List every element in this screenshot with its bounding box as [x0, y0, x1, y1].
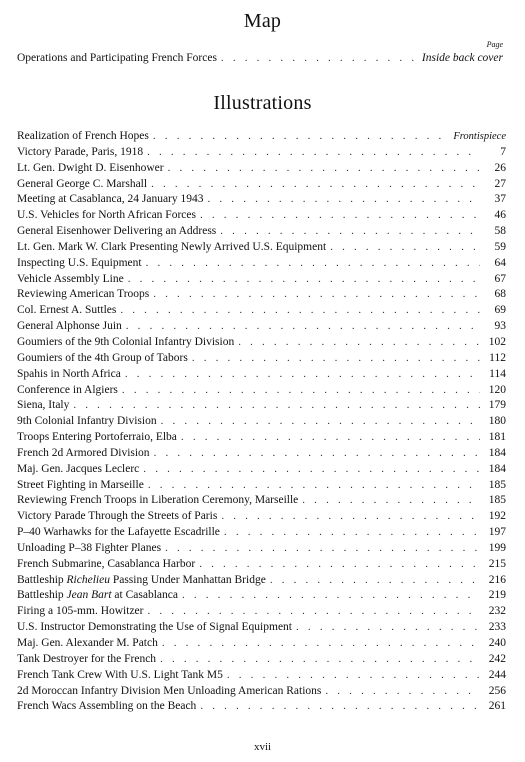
- list-item: [17, 589, 506, 605]
- entry-page-number: 69: [494, 304, 506, 317]
- list-item: [17, 479, 506, 495]
- list-item: [17, 542, 506, 558]
- leader-dots: [224, 526, 480, 538]
- entry-title: [17, 336, 234, 348]
- leader-dots: [208, 193, 481, 205]
- entry-title-text: General Alphonse Juin: [17, 320, 122, 333]
- leader-dots: [200, 209, 480, 221]
- entry-title: [17, 178, 147, 190]
- list-item: [17, 463, 506, 479]
- leader-dots: [73, 399, 480, 411]
- entry-page-number: 112: [489, 351, 506, 364]
- list-item: [17, 574, 506, 590]
- leader-dots: [221, 510, 480, 522]
- entry-page-number: 46: [494, 209, 506, 222]
- entry-title: [17, 653, 156, 665]
- entry-title: [17, 542, 161, 554]
- entry-page-number: Frontispiece: [453, 131, 506, 142]
- list-item: [17, 352, 506, 368]
- leader-dots: [128, 273, 480, 285]
- entry-title-text: Victory Parade Through the Streets of Paris: [17, 510, 218, 523]
- entry-page-number: 192: [488, 510, 506, 523]
- entry-title-text: Reviewing French Troops in Liberation Ceremony, Marseille: [17, 494, 299, 507]
- entry-title-text: Col. Ernest A. Suttles: [17, 304, 117, 317]
- leader-dots: [151, 178, 480, 190]
- map-entry: [17, 52, 503, 64]
- entry-title: [17, 146, 143, 158]
- entry-page-number: 184: [488, 462, 506, 475]
- map-entry-title: Operations and Participating French Forces: [17, 52, 217, 64]
- entry-title-text: Victory Parade, Paris, 1918: [17, 145, 144, 158]
- leader-dots: [153, 130, 449, 142]
- entry-title-text: Conference in Algiers: [17, 383, 118, 396]
- entry-title: [17, 273, 124, 285]
- entry-title: [17, 241, 326, 253]
- entry-title: [17, 447, 150, 459]
- entry-page-number: 219: [488, 589, 506, 602]
- entry-title: [17, 225, 216, 237]
- entry-title-text: Siena, Italy: [17, 399, 70, 412]
- leader-dots: [122, 384, 480, 396]
- entry-title: [17, 463, 139, 475]
- entry-title-text: Firing a 105-mm. Howitzer: [17, 605, 144, 618]
- entry-page-number: 215: [488, 557, 506, 570]
- list-item: [17, 669, 506, 685]
- entry-page-number: 180: [488, 415, 506, 428]
- entry-title: [17, 494, 298, 506]
- entry-page-number: 26: [494, 161, 506, 174]
- list-item: [17, 288, 506, 304]
- entry-page-number: 242: [488, 652, 506, 665]
- entry-title-text: Reviewing American Troops: [17, 288, 150, 301]
- entry-title: [17, 621, 292, 633]
- entry-title-text: Realization of French Hopes: [17, 130, 149, 142]
- entry-page-number: 68: [494, 288, 506, 301]
- entry-title-text: 9th Colonial Infantry Division: [17, 415, 157, 428]
- list-item: [17, 209, 506, 225]
- leader-dots: [162, 637, 480, 649]
- entry-title-text: U.S. Instructor Demonstrating the Use of Signal Equipment: [17, 621, 293, 634]
- entry-title-ship-name: Richelieu: [66, 573, 110, 586]
- entry-title-text: French Tank Crew With U.S. Light Tank M5: [17, 668, 223, 681]
- leader-dots: [227, 669, 480, 681]
- entry-title: [17, 415, 157, 427]
- entry-title-text: Battleship: [17, 589, 67, 602]
- entry-title-text: General Eisenhower Delivering an Address: [17, 225, 217, 238]
- entry-page-number: 181: [488, 431, 506, 444]
- leader-dots: [200, 700, 480, 712]
- list-item: [17, 273, 506, 289]
- leader-dots: [154, 447, 480, 459]
- list-item: [17, 304, 506, 320]
- entry-title-text: Goumiers of the 9th Colonial Infantry Division: [17, 335, 235, 348]
- entry-title: [17, 162, 164, 174]
- list-item: [17, 320, 506, 336]
- entry-page-number: 244: [488, 668, 506, 681]
- entry-page-number: 179: [488, 399, 506, 412]
- entry-title-text: at Casablanca: [111, 589, 178, 602]
- entry-page-number: 185: [488, 478, 506, 491]
- entry-title-ship-name: Jean Bart: [66, 589, 112, 602]
- entry-title-text: U.S. Vehicles for North African Forces: [17, 209, 196, 222]
- page-folio: xvii: [253, 741, 272, 753]
- map-heading: Map: [243, 10, 282, 32]
- entry-title: [17, 352, 188, 364]
- leader-dots: [143, 463, 480, 475]
- leader-dots: [153, 288, 480, 300]
- entry-title: [17, 510, 217, 522]
- entry-page-number: 232: [488, 605, 506, 618]
- entry-title: [17, 130, 149, 142]
- list-item: [17, 510, 506, 526]
- entry-page-number: 67: [494, 272, 506, 285]
- leader-dots: [126, 320, 480, 332]
- leader-dots: [120, 304, 480, 316]
- entry-title-text: Spahis in North Africa: [17, 367, 121, 380]
- entry-title: [17, 479, 144, 491]
- leader-dots: [220, 225, 480, 237]
- leader-dots: [181, 431, 480, 443]
- list-item: [17, 637, 506, 653]
- leader-dots: [330, 241, 480, 253]
- list-item: [17, 415, 506, 431]
- entry-title: [17, 700, 196, 712]
- entry-title-text: Battleship: [17, 573, 67, 586]
- entry-page-number: 120: [488, 383, 506, 396]
- entry-title-text: Lt. Gen. Mark W. Clark Presenting Newly Arrived U.S. Equipment: [17, 240, 327, 253]
- entry-title: [17, 384, 118, 396]
- list-item: [17, 653, 506, 669]
- list-item: [17, 162, 506, 178]
- leader-dots: [238, 336, 480, 348]
- leader-dots: [182, 589, 480, 601]
- list-item: [17, 447, 506, 463]
- entry-title-text: Inspecting U.S. Equipment: [17, 256, 142, 269]
- leader-dots: [165, 542, 480, 554]
- entry-page-number: 197: [488, 526, 506, 539]
- entry-page-number: 184: [488, 446, 506, 459]
- entry-page-number: 185: [488, 494, 506, 507]
- entry-title-text: French Submarine, Casablanca Harbor: [17, 557, 196, 570]
- page-column-label: Page: [486, 40, 503, 49]
- illustrations-heading: Illustrations: [213, 92, 312, 114]
- entry-title: [17, 320, 122, 332]
- entry-title: [17, 669, 223, 681]
- entry-page-number: 59: [494, 240, 506, 253]
- entry-page-number: 199: [488, 541, 506, 554]
- entry-title-text: 2d Moroccan Infantry Division Men Unloading American Rations: [17, 684, 322, 697]
- entry-title-text: Meeting at Casablanca, 24 January 1943: [17, 193, 204, 206]
- list-item: [17, 621, 506, 637]
- entry-page-number: 240: [488, 637, 506, 649]
- list-item: [17, 700, 506, 716]
- leader-dots: [161, 415, 480, 427]
- list-item: [17, 685, 506, 701]
- entry-title-text: Passing Under Manhattan Bridge: [109, 573, 266, 586]
- list-item: [17, 384, 506, 400]
- list-item: [17, 257, 506, 273]
- entry-title: [17, 685, 321, 697]
- list-item: [17, 605, 506, 621]
- leader-dots: [147, 605, 480, 617]
- leader-dots: [160, 653, 480, 665]
- leader-dots: [192, 352, 480, 364]
- entry-title-text: Goumiers of the 4th Group of Tabors: [17, 351, 188, 364]
- entry-page-number: 37: [494, 193, 506, 206]
- list-item: [17, 494, 506, 510]
- leader-dots: [125, 368, 480, 380]
- entry-title: [17, 193, 204, 205]
- entry-title: [17, 589, 178, 601]
- entry-title-text: Lt. Gen. Dwight D. Eisenhower: [17, 161, 164, 174]
- entry-title-text: General George C. Marshall: [17, 177, 148, 190]
- entry-title: [17, 526, 220, 538]
- leader-dots: [148, 479, 480, 491]
- entry-page-number: 233: [488, 621, 506, 634]
- leader-dots: [270, 574, 480, 586]
- entry-page-number: 27: [494, 177, 506, 190]
- leader-dots: [199, 558, 480, 570]
- entry-title-text: Maj. Gen. Jacques Leclerc: [17, 462, 140, 475]
- entry-title: [17, 209, 196, 221]
- illustrations-list: [17, 130, 506, 716]
- entry-page-number: 7: [500, 145, 506, 158]
- entry-title-text: French Wacs Assembling on the Beach: [17, 700, 197, 713]
- entry-page-number: 216: [488, 573, 506, 586]
- list-item: [17, 130, 506, 146]
- list-item: [17, 558, 506, 574]
- entry-title-text: P–40 Warhawks for the Lafayette Escadrille: [17, 526, 220, 539]
- leader-dots: [147, 146, 480, 158]
- leader-dots: [168, 162, 480, 174]
- leader-dots: [325, 685, 480, 697]
- leader-dots: [221, 52, 418, 64]
- list-item: [17, 399, 506, 415]
- entry-title: [17, 431, 177, 443]
- entry-title: [17, 605, 143, 617]
- entry-title: [17, 558, 195, 570]
- entry-title-text: Street Fighting in Marseille: [17, 478, 144, 491]
- entry-title: [17, 637, 158, 649]
- entry-title-text: Tank Destroyer for the French: [17, 652, 157, 665]
- entry-page-number: 261: [488, 700, 506, 713]
- entry-page-number: 102: [488, 335, 506, 348]
- entry-title-text: French 2d Armored Division: [17, 446, 150, 459]
- entry-title: [17, 257, 142, 269]
- entry-page-number: 256: [488, 684, 506, 697]
- leader-dots: [296, 621, 480, 633]
- list-item: [17, 193, 506, 209]
- entry-title: [17, 399, 69, 411]
- entry-title: [17, 368, 121, 380]
- entry-title-text: Vehicle Assembly Line: [17, 272, 124, 285]
- list-item: [17, 241, 506, 257]
- list-item: [17, 336, 506, 352]
- list-item: [17, 431, 506, 447]
- entry-title: [17, 304, 116, 316]
- entry-page-number: 93: [494, 320, 506, 333]
- entry-title-text: Maj. Gen. Alexander M. Patch: [17, 637, 158, 649]
- leader-dots: [146, 257, 480, 269]
- entry-page-number: 64: [494, 256, 506, 269]
- entry-title-text: Troops Entering Portoferraio, Elba: [17, 431, 177, 444]
- list-item: [17, 146, 506, 162]
- list-item: [17, 368, 506, 384]
- entry-title: [17, 574, 266, 586]
- leader-dots: [302, 494, 480, 506]
- entry-page-number: 58: [494, 225, 506, 238]
- list-item: [17, 225, 506, 241]
- map-entry-page: Inside back cover: [421, 52, 503, 64]
- list-item: [17, 178, 506, 194]
- list-item: [17, 526, 506, 542]
- entry-title: [17, 288, 149, 300]
- entry-page-number: 114: [489, 367, 506, 380]
- entry-title-text: Unloading P–38 Fighter Planes: [17, 541, 162, 554]
